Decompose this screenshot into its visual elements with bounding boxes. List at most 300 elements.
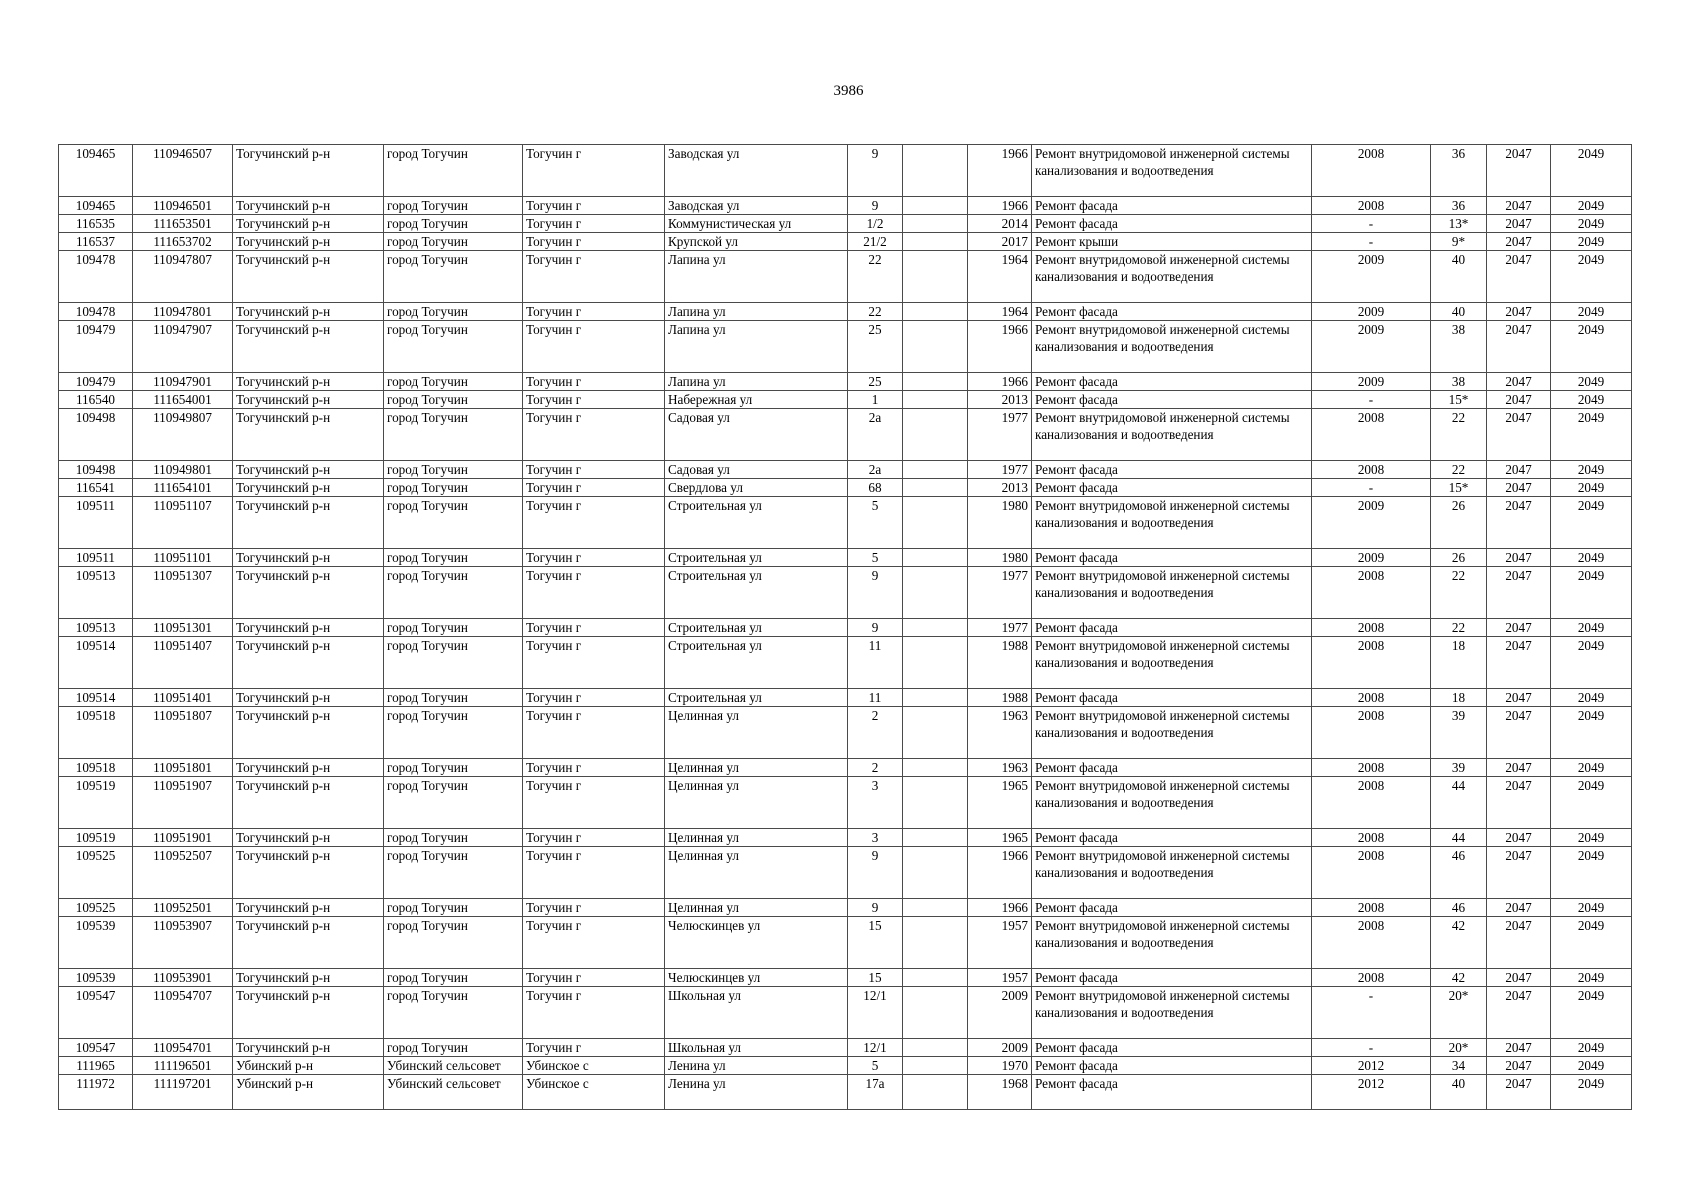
municipality-cell: город Тогучин xyxy=(384,549,523,567)
plan-end-year-cell: 2049 xyxy=(1551,777,1632,829)
row-id-cell: 109514 xyxy=(59,689,133,707)
plan-end-year-cell: 2049 xyxy=(1551,233,1632,251)
plan-start-year-cell: 2047 xyxy=(1487,391,1551,409)
table-row xyxy=(59,829,1632,847)
municipality-cell: город Тогучин xyxy=(384,987,523,1039)
last-repair-year-cell: 2009 xyxy=(1312,251,1431,303)
plan-start-year-cell: 2047 xyxy=(1487,251,1551,303)
street-cell: Целинная ул xyxy=(665,759,848,777)
street-cell: Строительная ул xyxy=(665,637,848,689)
street-cell: Крупской ул xyxy=(665,233,848,251)
plan-start-year-cell: 2047 xyxy=(1487,1039,1551,1057)
house-number-cell: 25 xyxy=(848,321,903,373)
last-repair-year-cell: - xyxy=(1312,1039,1431,1057)
table-row xyxy=(59,321,1632,373)
plan-end-year-cell: 2049 xyxy=(1551,847,1632,899)
row-id-cell: 116537 xyxy=(59,233,133,251)
year-built-cell: 1957 xyxy=(968,917,1032,969)
building-cell xyxy=(903,1039,968,1057)
building-cell xyxy=(903,777,968,829)
year-built-cell: 1963 xyxy=(968,759,1032,777)
house-number-cell: 21/2 xyxy=(848,233,903,251)
building-cell xyxy=(903,549,968,567)
wear-percent-cell: 36 xyxy=(1431,145,1487,197)
plan-end-year-cell: 2049 xyxy=(1551,567,1632,619)
address-code-cell: 110951807 xyxy=(133,707,233,759)
wear-percent-cell: 15* xyxy=(1431,479,1487,497)
house-number-cell: 5 xyxy=(848,1057,903,1075)
settlement-cell: Тогучин г xyxy=(523,373,665,391)
settlement-cell: Тогучин г xyxy=(523,409,665,461)
house-number-cell: 3 xyxy=(848,829,903,847)
building-cell xyxy=(903,215,968,233)
plan-end-year-cell: 2049 xyxy=(1551,917,1632,969)
house-number-cell: 68 xyxy=(848,479,903,497)
district-cell: Тогучинский р-н xyxy=(233,145,384,197)
house-number-cell: 2а xyxy=(848,461,903,479)
plan-start-year-cell: 2047 xyxy=(1487,409,1551,461)
settlement-cell: Тогучин г xyxy=(523,759,665,777)
work-type-cell: Ремонт фасада xyxy=(1032,899,1312,917)
plan-start-year-cell: 2047 xyxy=(1487,549,1551,567)
plan-start-year-cell: 2047 xyxy=(1487,917,1551,969)
plan-start-year-cell: 2047 xyxy=(1487,899,1551,917)
plan-start-year-cell: 2047 xyxy=(1487,847,1551,899)
building-cell xyxy=(903,847,968,899)
building-cell xyxy=(903,987,968,1039)
work-type-cell: Ремонт внутридомовой инженерной системы канализования и водоотведения xyxy=(1032,917,1312,969)
address-code-cell: 111654101 xyxy=(133,479,233,497)
plan-end-year-cell: 2049 xyxy=(1551,145,1632,197)
row-id-cell: 109478 xyxy=(59,251,133,303)
wear-percent-cell: 13* xyxy=(1431,215,1487,233)
last-repair-year-cell: 2008 xyxy=(1312,637,1431,689)
municipality-cell: город Тогучин xyxy=(384,1039,523,1057)
work-type-cell: Ремонт фасада xyxy=(1032,619,1312,637)
district-cell: Тогучинский р-н xyxy=(233,391,384,409)
year-built-cell: 1977 xyxy=(968,409,1032,461)
table-row xyxy=(59,197,1632,215)
district-cell: Тогучинский р-н xyxy=(233,409,384,461)
work-type-cell: Ремонт внутридомовой инженерной системы канализования и водоотведения xyxy=(1032,847,1312,899)
address-code-cell: 111653501 xyxy=(133,215,233,233)
building-cell xyxy=(903,479,968,497)
year-built-cell: 1988 xyxy=(968,637,1032,689)
street-cell: Школьная ул xyxy=(665,1039,848,1057)
settlement-cell: Тогучин г xyxy=(523,707,665,759)
settlement-cell: Тогучин г xyxy=(523,321,665,373)
address-code-cell: 110953907 xyxy=(133,917,233,969)
table-row xyxy=(59,1057,1632,1075)
last-repair-year-cell: 2009 xyxy=(1312,321,1431,373)
municipality-cell: город Тогучин xyxy=(384,233,523,251)
plan-start-year-cell: 2047 xyxy=(1487,567,1551,619)
address-code-cell: 110951407 xyxy=(133,637,233,689)
table-row xyxy=(59,251,1632,303)
address-code-cell: 110947901 xyxy=(133,373,233,391)
municipality-cell: город Тогучин xyxy=(384,619,523,637)
street-cell: Целинная ул xyxy=(665,777,848,829)
wear-percent-cell: 38 xyxy=(1431,321,1487,373)
work-type-cell: Ремонт внутридомовой инженерной системы канализования и водоотведения xyxy=(1032,567,1312,619)
wear-percent-cell: 44 xyxy=(1431,829,1487,847)
plan-end-year-cell: 2049 xyxy=(1551,497,1632,549)
last-repair-year-cell: 2008 xyxy=(1312,759,1431,777)
plan-end-year-cell: 2049 xyxy=(1551,197,1632,215)
house-number-cell: 9 xyxy=(848,145,903,197)
plan-end-year-cell: 2049 xyxy=(1551,969,1632,987)
wear-percent-cell: 26 xyxy=(1431,497,1487,549)
row-id-cell: 116541 xyxy=(59,479,133,497)
row-id-cell: 109498 xyxy=(59,461,133,479)
table-row xyxy=(59,549,1632,567)
year-built-cell: 1966 xyxy=(968,373,1032,391)
plan-start-year-cell: 2047 xyxy=(1487,829,1551,847)
address-code-cell: 110949807 xyxy=(133,409,233,461)
table-row xyxy=(59,637,1632,689)
address-code-cell: 110954707 xyxy=(133,987,233,1039)
year-built-cell: 2014 xyxy=(968,215,1032,233)
settlement-cell: Тогучин г xyxy=(523,619,665,637)
address-code-cell: 110951301 xyxy=(133,619,233,637)
plan-end-year-cell: 2049 xyxy=(1551,215,1632,233)
building-cell xyxy=(903,251,968,303)
municipality-cell: город Тогучин xyxy=(384,829,523,847)
building-cell xyxy=(903,197,968,215)
table-row xyxy=(59,233,1632,251)
row-id-cell: 109519 xyxy=(59,829,133,847)
work-type-cell: Ремонт фасада xyxy=(1032,391,1312,409)
work-type-cell: Ремонт фасада xyxy=(1032,1039,1312,1057)
plan-start-year-cell: 2047 xyxy=(1487,987,1551,1039)
last-repair-year-cell: 2012 xyxy=(1312,1075,1431,1110)
address-code-cell: 110946507 xyxy=(133,145,233,197)
plan-start-year-cell: 2047 xyxy=(1487,1057,1551,1075)
building-cell xyxy=(903,321,968,373)
row-id-cell: 109547 xyxy=(59,1039,133,1057)
plan-end-year-cell: 2049 xyxy=(1551,549,1632,567)
table-row xyxy=(59,567,1632,619)
address-code-cell: 111654001 xyxy=(133,391,233,409)
settlement-cell: Тогучин г xyxy=(523,917,665,969)
municipality-cell: город Тогучин xyxy=(384,303,523,321)
district-cell: Тогучинский р-н xyxy=(233,479,384,497)
municipality-cell: Убинский сельсовет xyxy=(384,1057,523,1075)
district-cell: Тогучинский р-н xyxy=(233,917,384,969)
wear-percent-cell: 15* xyxy=(1431,391,1487,409)
work-type-cell: Ремонт фасада xyxy=(1032,461,1312,479)
street-cell: Заводская ул xyxy=(665,145,848,197)
table-row xyxy=(59,497,1632,549)
municipality-cell: город Тогучин xyxy=(384,461,523,479)
house-number-cell: 12/1 xyxy=(848,987,903,1039)
house-number-cell: 1 xyxy=(848,391,903,409)
last-repair-year-cell: 2009 xyxy=(1312,497,1431,549)
street-cell: Строительная ул xyxy=(665,497,848,549)
municipality-cell: город Тогучин xyxy=(384,707,523,759)
last-repair-year-cell: 2008 xyxy=(1312,145,1431,197)
year-built-cell: 1977 xyxy=(968,619,1032,637)
table-row xyxy=(59,987,1632,1039)
plan-start-year-cell: 2047 xyxy=(1487,461,1551,479)
district-cell: Убинский р-н xyxy=(233,1057,384,1075)
plan-start-year-cell: 2047 xyxy=(1487,215,1551,233)
district-cell: Тогучинский р-н xyxy=(233,215,384,233)
table-row xyxy=(59,145,1632,197)
plan-start-year-cell: 2047 xyxy=(1487,969,1551,987)
row-id-cell: 109518 xyxy=(59,707,133,759)
building-cell xyxy=(903,1075,968,1110)
last-repair-year-cell: 2008 xyxy=(1312,619,1431,637)
house-number-cell: 1/2 xyxy=(848,215,903,233)
plan-end-year-cell: 2049 xyxy=(1551,759,1632,777)
building-cell xyxy=(903,689,968,707)
settlement-cell: Тогучин г xyxy=(523,829,665,847)
row-id-cell: 109525 xyxy=(59,899,133,917)
row-id-cell: 109514 xyxy=(59,637,133,689)
plan-start-year-cell: 2047 xyxy=(1487,233,1551,251)
year-built-cell: 2017 xyxy=(968,233,1032,251)
work-type-cell: Ремонт фасада xyxy=(1032,969,1312,987)
wear-percent-cell: 36 xyxy=(1431,197,1487,215)
year-built-cell: 1980 xyxy=(968,549,1032,567)
work-type-cell: Ремонт внутридомовой инженерной системы канализования и водоотведения xyxy=(1032,987,1312,1039)
year-built-cell: 1965 xyxy=(968,777,1032,829)
last-repair-year-cell: 2008 xyxy=(1312,461,1431,479)
plan-end-year-cell: 2049 xyxy=(1551,987,1632,1039)
work-type-cell: Ремонт фасада xyxy=(1032,549,1312,567)
table-row xyxy=(59,689,1632,707)
municipality-cell: город Тогучин xyxy=(384,145,523,197)
wear-percent-cell: 22 xyxy=(1431,567,1487,619)
settlement-cell: Тогучин г xyxy=(523,1039,665,1057)
row-id-cell: 109539 xyxy=(59,917,133,969)
settlement-cell: Тогучин г xyxy=(523,197,665,215)
plan-start-year-cell: 2047 xyxy=(1487,1075,1551,1110)
last-repair-year-cell: - xyxy=(1312,215,1431,233)
work-type-cell: Ремонт внутридомовой инженерной системы канализования и водоотведения xyxy=(1032,777,1312,829)
address-code-cell: 110951101 xyxy=(133,549,233,567)
street-cell: Целинная ул xyxy=(665,847,848,899)
municipality-cell: город Тогучин xyxy=(384,251,523,303)
building-cell xyxy=(903,637,968,689)
house-number-cell: 11 xyxy=(848,689,903,707)
settlement-cell: Тогучин г xyxy=(523,391,665,409)
house-number-cell: 2 xyxy=(848,759,903,777)
work-type-cell: Ремонт внутридомовой инженерной системы канализования и водоотведения xyxy=(1032,409,1312,461)
settlement-cell: Тогучин г xyxy=(523,461,665,479)
last-repair-year-cell: - xyxy=(1312,391,1431,409)
table-row xyxy=(59,1075,1632,1110)
district-cell: Тогучинский р-н xyxy=(233,197,384,215)
plan-start-year-cell: 2047 xyxy=(1487,777,1551,829)
settlement-cell: Тогучин г xyxy=(523,969,665,987)
work-type-cell: Ремонт внутридомовой инженерной системы канализования и водоотведения xyxy=(1032,637,1312,689)
wear-percent-cell: 44 xyxy=(1431,777,1487,829)
row-id-cell: 109465 xyxy=(59,197,133,215)
district-cell: Тогучинский р-н xyxy=(233,987,384,1039)
year-built-cell: 1966 xyxy=(968,847,1032,899)
house-number-cell: 9 xyxy=(848,567,903,619)
district-cell: Тогучинский р-н xyxy=(233,759,384,777)
plan-start-year-cell: 2047 xyxy=(1487,303,1551,321)
wear-percent-cell: 40 xyxy=(1431,303,1487,321)
street-cell: Строительная ул xyxy=(665,619,848,637)
street-cell: Целинная ул xyxy=(665,829,848,847)
municipality-cell: город Тогучин xyxy=(384,899,523,917)
table-row xyxy=(59,777,1632,829)
address-code-cell: 111197201 xyxy=(133,1075,233,1110)
page-number: 3986 xyxy=(833,83,864,99)
building-cell xyxy=(903,373,968,391)
wear-percent-cell: 39 xyxy=(1431,759,1487,777)
plan-end-year-cell: 2049 xyxy=(1551,619,1632,637)
municipality-cell: город Тогучин xyxy=(384,689,523,707)
house-number-cell: 25 xyxy=(848,373,903,391)
building-cell xyxy=(903,917,968,969)
plan-end-year-cell: 2049 xyxy=(1551,637,1632,689)
table-row xyxy=(59,303,1632,321)
row-id-cell: 109511 xyxy=(59,549,133,567)
last-repair-year-cell: 2008 xyxy=(1312,829,1431,847)
settlement-cell: Тогучин г xyxy=(523,251,665,303)
row-id-cell: 109513 xyxy=(59,619,133,637)
row-id-cell: 116535 xyxy=(59,215,133,233)
district-cell: Тогучинский р-н xyxy=(233,969,384,987)
year-built-cell: 1966 xyxy=(968,197,1032,215)
work-type-cell: Ремонт фасада xyxy=(1032,303,1312,321)
last-repair-year-cell: 2009 xyxy=(1312,303,1431,321)
street-cell: Челюскинцев ул xyxy=(665,969,848,987)
last-repair-year-cell: 2008 xyxy=(1312,689,1431,707)
wear-percent-cell: 38 xyxy=(1431,373,1487,391)
row-id-cell: 109525 xyxy=(59,847,133,899)
settlement-cell: Тогучин г xyxy=(523,899,665,917)
building-cell xyxy=(903,391,968,409)
address-code-cell: 110951907 xyxy=(133,777,233,829)
street-cell: Свердлова ул xyxy=(665,479,848,497)
table-row xyxy=(59,461,1632,479)
wear-percent-cell: 22 xyxy=(1431,409,1487,461)
district-cell: Тогучинский р-н xyxy=(233,549,384,567)
district-cell: Тогучинский р-н xyxy=(233,689,384,707)
district-cell: Тогучинский р-н xyxy=(233,321,384,373)
district-cell: Тогучинский р-н xyxy=(233,829,384,847)
row-id-cell: 116540 xyxy=(59,391,133,409)
building-cell xyxy=(903,969,968,987)
work-type-cell: Ремонт фасада xyxy=(1032,197,1312,215)
house-number-cell: 3 xyxy=(848,777,903,829)
house-number-cell: 17а xyxy=(848,1075,903,1110)
wear-percent-cell: 20* xyxy=(1431,1039,1487,1057)
address-code-cell: 110951107 xyxy=(133,497,233,549)
work-type-cell: Ремонт внутридомовой инженерной системы канализования и водоотведения xyxy=(1032,707,1312,759)
district-cell: Тогучинский р-н xyxy=(233,707,384,759)
plan-end-year-cell: 2049 xyxy=(1551,829,1632,847)
last-repair-year-cell: 2009 xyxy=(1312,373,1431,391)
street-cell: Садовая ул xyxy=(665,409,848,461)
address-code-cell: 110952501 xyxy=(133,899,233,917)
municipality-cell: город Тогучин xyxy=(384,391,523,409)
municipality-cell: город Тогучин xyxy=(384,321,523,373)
table-row xyxy=(59,1039,1632,1057)
house-number-cell: 22 xyxy=(848,251,903,303)
plan-start-year-cell: 2047 xyxy=(1487,497,1551,549)
house-number-cell: 5 xyxy=(848,497,903,549)
year-built-cell: 2009 xyxy=(968,987,1032,1039)
settlement-cell: Убинское с xyxy=(523,1057,665,1075)
table-row xyxy=(59,373,1632,391)
municipality-cell: город Тогучин xyxy=(384,215,523,233)
table-row xyxy=(59,479,1632,497)
house-number-cell: 15 xyxy=(848,917,903,969)
street-cell: Ленина ул xyxy=(665,1057,848,1075)
address-code-cell: 110954701 xyxy=(133,1039,233,1057)
plan-end-year-cell: 2049 xyxy=(1551,689,1632,707)
year-built-cell: 1957 xyxy=(968,969,1032,987)
house-number-cell: 9 xyxy=(848,847,903,899)
address-code-cell: 110947907 xyxy=(133,321,233,373)
settlement-cell: Тогучин г xyxy=(523,497,665,549)
plan-end-year-cell: 2049 xyxy=(1551,391,1632,409)
settlement-cell: Тогучин г xyxy=(523,233,665,251)
year-built-cell: 1964 xyxy=(968,251,1032,303)
plan-end-year-cell: 2049 xyxy=(1551,1057,1632,1075)
row-id-cell: 109479 xyxy=(59,321,133,373)
year-built-cell: 1977 xyxy=(968,461,1032,479)
year-built-cell: 1965 xyxy=(968,829,1032,847)
building-cell xyxy=(903,759,968,777)
building-cell xyxy=(903,899,968,917)
district-cell: Тогучинский р-н xyxy=(233,251,384,303)
plan-end-year-cell: 2049 xyxy=(1551,479,1632,497)
table-row xyxy=(59,215,1632,233)
last-repair-year-cell: 2008 xyxy=(1312,409,1431,461)
wear-percent-cell: 42 xyxy=(1431,917,1487,969)
plan-end-year-cell: 2049 xyxy=(1551,303,1632,321)
building-cell xyxy=(903,567,968,619)
street-cell: Целинная ул xyxy=(665,707,848,759)
work-type-cell: Ремонт фасада xyxy=(1032,829,1312,847)
last-repair-year-cell: 2008 xyxy=(1312,197,1431,215)
district-cell: Убинский р-н xyxy=(233,1075,384,1110)
last-repair-year-cell: 2008 xyxy=(1312,969,1431,987)
last-repair-year-cell: - xyxy=(1312,479,1431,497)
district-cell: Тогучинский р-н xyxy=(233,497,384,549)
wear-percent-cell: 20* xyxy=(1431,987,1487,1039)
last-repair-year-cell: - xyxy=(1312,987,1431,1039)
settlement-cell: Тогучин г xyxy=(523,987,665,1039)
last-repair-year-cell: 2012 xyxy=(1312,1057,1431,1075)
address-code-cell: 110947801 xyxy=(133,303,233,321)
wear-percent-cell: 40 xyxy=(1431,1075,1487,1110)
district-cell: Тогучинский р-н xyxy=(233,847,384,899)
street-cell: Лапина ул xyxy=(665,251,848,303)
municipality-cell: город Тогучин xyxy=(384,373,523,391)
house-number-cell: 22 xyxy=(848,303,903,321)
year-built-cell: 1977 xyxy=(968,567,1032,619)
year-built-cell: 1970 xyxy=(968,1057,1032,1075)
work-type-cell: Ремонт фасада xyxy=(1032,1075,1312,1110)
row-id-cell: 111972 xyxy=(59,1075,133,1110)
settlement-cell: Тогучин г xyxy=(523,215,665,233)
table-row xyxy=(59,619,1632,637)
building-cell xyxy=(903,619,968,637)
street-cell: Лапина ул xyxy=(665,373,848,391)
municipality-cell: город Тогучин xyxy=(384,409,523,461)
house-number-cell: 11 xyxy=(848,637,903,689)
municipality-cell: город Тогучин xyxy=(384,567,523,619)
